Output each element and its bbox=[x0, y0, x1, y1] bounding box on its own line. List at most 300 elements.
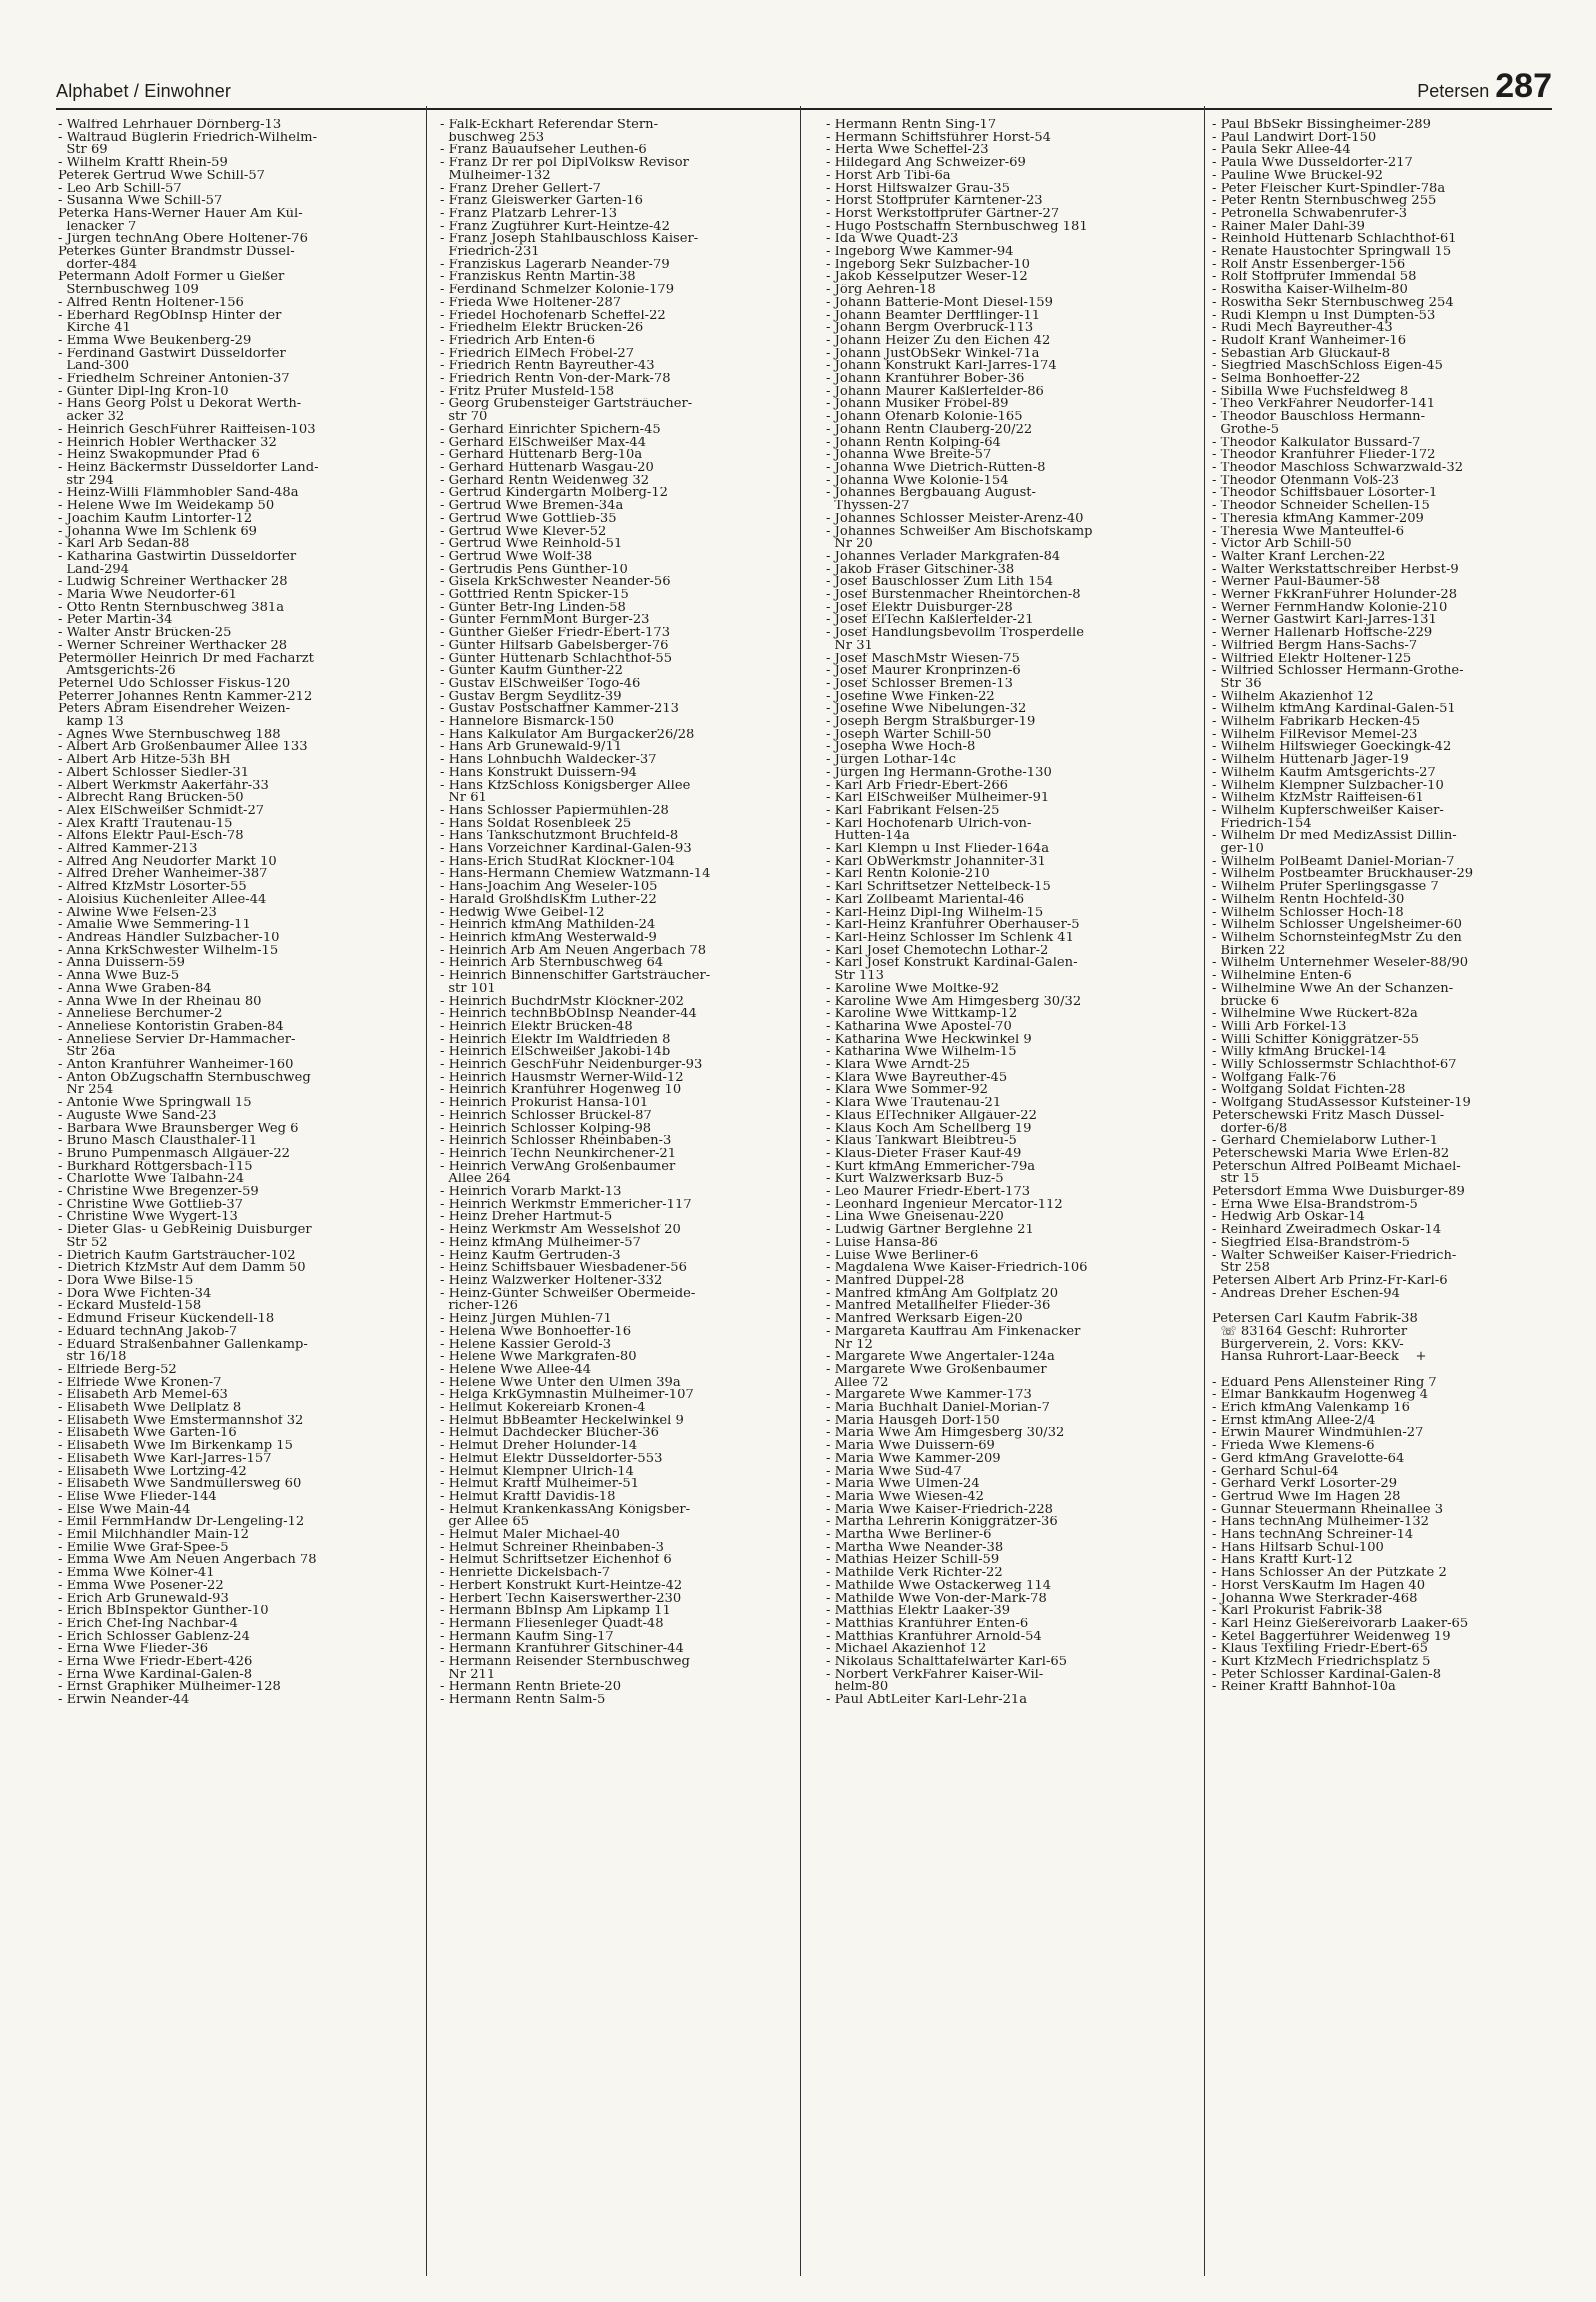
directory-entry: - Theresia Wwe Manteuffel-6 bbox=[1212, 525, 1405, 539]
directory-entry: - Paul AbtLeiter Karl-Lehr-21a bbox=[826, 1694, 1028, 1707]
directory-entry: - Johannes Bergbauang August- bbox=[826, 487, 1036, 501]
directory-entry: - Hans Kalkulator Am Burgacker26/28 bbox=[440, 728, 695, 742]
directory-entry: - Antonie Wwe Springwall 15 bbox=[58, 1097, 252, 1110]
directory-entry: - Franziskus Rentn Martin-38 bbox=[440, 271, 636, 285]
directory-entry: - Ernst kfmAng Allee-2/4 bbox=[1212, 1414, 1376, 1428]
directory-entry: - Wilhelm Rentn Hochfeld-30 bbox=[1212, 893, 1405, 907]
directory-entry: - Rudi Mech Bayreuther-43 bbox=[1212, 322, 1393, 335]
directory-entry: - Werner Paul-Bäumer-58 bbox=[1212, 576, 1381, 590]
directory-entry: - Friedrich Rentn Bayreuther-43 bbox=[440, 360, 655, 374]
directory-entry: - Maria Wwe Duissern-69 bbox=[826, 1440, 995, 1453]
directory-entry: - Ferdinand Gastwirt Düsseldorfer bbox=[58, 347, 286, 361]
directory-entry: - Maria Hausgeh Dorf-150 bbox=[826, 1414, 1000, 1428]
directory-entry: - Wilhelm Fabrikarb Hecken-45 bbox=[1212, 716, 1421, 729]
directory-entry: - Siegfried Elsa-Brandström-5 bbox=[1212, 1236, 1410, 1250]
directory-entry: - Walter Anstr Brücken-25 bbox=[58, 627, 232, 640]
directory-entry: - Anna KrkSchwester Wilhelm-15 bbox=[58, 944, 279, 958]
directory-entry: - Hans-Hermann Chemiew Watzmann-14 bbox=[440, 868, 711, 882]
directory-entry: - Katharina Wwe Heckwinkel 9 bbox=[826, 1033, 1032, 1047]
directory-entry: - Gustav Postschaffner Kammer-213 bbox=[440, 703, 680, 717]
directory-entry: - Horst VersKaufm Im Hagen 40 bbox=[1212, 1579, 1426, 1593]
directory-entry: - Johanna Wwe Dietrich-Rütten-8 bbox=[826, 461, 1046, 475]
directory-entry: - Hermann Rentn Salm-5 bbox=[440, 1694, 606, 1707]
directory-entry: - Josef Elektr Duisburger-28 bbox=[826, 601, 1013, 615]
directory-entry: - Herbert Techn Kaiserswerther-230 bbox=[440, 1592, 682, 1606]
directory-entry: - Karl-Heinz Kranführer Oberhauser-5 bbox=[826, 919, 1080, 932]
directory-entry: str 16/18 bbox=[58, 1351, 127, 1364]
directory-entry: - Eduard Pens Allensteiner Ring 7 bbox=[1212, 1376, 1437, 1390]
directory-entry: - Wolfgang Soldat Fichten-28 bbox=[1212, 1084, 1406, 1098]
directory-entry: - Helmut Kraftf Mülheimer-51 bbox=[440, 1478, 640, 1491]
directory-entry: - Walter Kranf Lerchen-22 bbox=[1212, 550, 1386, 564]
directory-entry: - Katharina Gastwirtin Düsseldorfer bbox=[58, 550, 297, 564]
directory-entry: - Werner Hallenarb Hoffsche-229 bbox=[1212, 627, 1433, 640]
directory-entry: - Peter Schlosser Kardinal-Galen-8 bbox=[1212, 1668, 1442, 1682]
directory-entry: - Franz Dr rer pol DiplVolksw Revisor bbox=[440, 157, 689, 170]
directory-entry: - Maria Wwe Kammer-209 bbox=[826, 1452, 1001, 1466]
directory-entry: - Karl Heinz Gießereivorarb Laaker-65 bbox=[1212, 1617, 1469, 1631]
directory-entry: - Dietrich Kaufm Gartsträucher-102 bbox=[58, 1249, 296, 1263]
directory-entry: - Emil FernmHandw Dr-Lengeling-12 bbox=[58, 1516, 305, 1530]
directory-entry: ger Allee 65 bbox=[440, 1516, 530, 1530]
directory-entry: - Josef Schlosser Bremen-13 bbox=[826, 677, 1013, 691]
directory-entry: - Ernst Graphiker Mülheimer-128 bbox=[58, 1681, 281, 1695]
directory-entry: - Joseph Wärter Schill-50 bbox=[826, 728, 992, 742]
directory-entry: - Johann Rentn Clauberg-20/22 bbox=[826, 423, 1033, 437]
directory-entry: - Petronella Schwabenrufer-3 bbox=[1212, 207, 1408, 221]
directory-entry: - Wilfried Schlosser Hermann-Grothe- bbox=[1212, 665, 1464, 678]
directory-entry: - Theresia kfmAng Kammer-209 bbox=[1212, 512, 1424, 526]
directory-entry: - Otto Rentn Sternbuschweg 381a bbox=[58, 601, 285, 615]
directory-entry: - Gerhard Chemielaborw Luther-1 bbox=[1212, 1135, 1439, 1148]
directory-entry: - Rolf Anstr Essenberger-156 bbox=[1212, 258, 1406, 272]
directory-entry: - Ingeborg Sekr Sulzbacher-10 bbox=[826, 258, 1031, 272]
directory-entry: - Manfred Metallhelfer Flieder-36 bbox=[826, 1300, 1051, 1314]
directory-entry: - Kurt Walzwerksarb Buz-5 bbox=[826, 1173, 1004, 1187]
directory-entry: - Josefine Wwe Nibelungen-32 bbox=[826, 703, 1027, 717]
directory-entry: - Heinz-Willi Flämmhobler Sand-48a bbox=[58, 487, 299, 501]
section-title: Alphabet / Einwohner bbox=[56, 81, 232, 101]
directory-entry: - Heinrich Schlosser Kolping-98 bbox=[440, 1122, 652, 1136]
directory-entry: - Hermann BbInsp Am Lipkamp 11 bbox=[440, 1605, 671, 1618]
directory-entry: - Katharina Wwe Wilhelm-15 bbox=[826, 1046, 1017, 1060]
directory-entry: - Luise Wwe Berliner-6 bbox=[826, 1249, 979, 1263]
directory-entry: - Hans Soldat Rosenbleek 25 bbox=[440, 817, 632, 831]
directory-entry: Allee 72 bbox=[826, 1376, 889, 1390]
directory-entry: - Heinrich Hobler Werthacker 32 bbox=[58, 436, 277, 450]
directory-entry: - Frieda Wwe Klemens-6 bbox=[1212, 1440, 1375, 1453]
directory-entry: Str 69 bbox=[58, 144, 108, 158]
directory-entry: - Wilhelm Postbeamter Brückhauser-29 bbox=[1212, 868, 1474, 882]
directory-entry: - Karl-Heinz Schlosser Im Schlenk 41 bbox=[826, 932, 1074, 945]
directory-entry: - Karl Hochofenarb Ulrich-von- bbox=[826, 817, 1032, 831]
directory-entry: - Heinrich BuchdrMstr Klöckner-202 bbox=[440, 995, 684, 1009]
directory-entry: - Martha Wwe Neander-38 bbox=[826, 1541, 1004, 1555]
directory-entry: - Elmar Bankkaufm Hogenweg 4 bbox=[1212, 1389, 1429, 1403]
directory-entry: Peterka Hans-Werner Hauer Am Kül- bbox=[58, 207, 303, 221]
directory-entry: Str 52 bbox=[58, 1236, 108, 1250]
directory-entry: - Hans Schlosser An der Pützkate 2 bbox=[1212, 1567, 1447, 1580]
directory-entry: - Karl Arb Sedan-88 bbox=[58, 538, 190, 551]
directory-entry: - Eberhard RegObInsp Hinter der bbox=[58, 309, 282, 323]
page-number: 287 bbox=[1495, 67, 1552, 105]
directory-entry: - Karl Prokurist Fabrik-38 bbox=[1212, 1605, 1383, 1618]
directory-entry: - Sibilla Wwe Fuchsfeldweg 8 bbox=[1212, 385, 1409, 399]
directory-entry: Str 113 bbox=[826, 970, 884, 983]
directory-entry: - Horst Hilfswalzer Grau-35 bbox=[826, 182, 1010, 196]
directory-entry: - Heinrich Hausmstr Werner-Wild-12 bbox=[440, 1071, 684, 1085]
directory-entry: - Wilhelm Schlosser Hoch-18 bbox=[1212, 906, 1404, 920]
directory-entry: richer-126 bbox=[440, 1300, 518, 1314]
directory-entry: - Erich Schlosser Gablenz-24 bbox=[58, 1630, 250, 1644]
directory-entry: - Helmut Klempner Ulrich-14 bbox=[440, 1465, 634, 1479]
directory-entry: - Renate Haustochter Springwall 15 bbox=[1212, 246, 1452, 259]
directory-entry: - Johannes Schlosser Meister-Arenz-40 bbox=[826, 512, 1084, 526]
directory-entry: - Helmut Elektr Düsseldorfer-553 bbox=[440, 1452, 663, 1466]
directory-entry: - Josef Bürstenmacher Rheintörchen-8 bbox=[826, 589, 1081, 602]
directory-entry: - Roswitha Sekr Sternbuschweg 254 bbox=[1212, 296, 1454, 310]
directory-entry: - Ludwig Schreiner Werthacker 28 bbox=[58, 576, 288, 590]
directory-entry: - Ketel Baggerführer Weidenweg 19 bbox=[1212, 1630, 1451, 1644]
directory-entry: - Alex Kraftf Trautenau-15 bbox=[58, 817, 233, 831]
directory-entry: - Fritz Prüfer Musfeld-158 bbox=[440, 385, 615, 399]
directory-entry: - Manfred Werksarb Eigen-20 bbox=[826, 1313, 1023, 1326]
directory-entry: - Wilhelm Hüttenarb Jäger-19 bbox=[1212, 754, 1409, 767]
directory-entry: Thyssen-27 bbox=[826, 500, 910, 513]
directory-entry: - Johannes Verlader Markgrafen-84 bbox=[826, 550, 1061, 564]
directory-entry: - Hans KfzSchloss Königsberger Allee bbox=[440, 779, 691, 793]
directory-entry: - Gertrud Wwe Klever-52 bbox=[440, 525, 607, 539]
directory-entry: - Manfred kfmAng Am Golfplatz 20 bbox=[826, 1287, 1059, 1301]
directory-entry: - Theodor Schneider Schellen-15 bbox=[1212, 500, 1430, 513]
directory-entry: Birken 22 bbox=[1212, 944, 1286, 958]
directory-entry: - Hans Vorzeichner Kardinal-Galen-93 bbox=[440, 843, 692, 856]
directory-entry: - Johanna Wwe Sterkrader-468 bbox=[1212, 1592, 1418, 1606]
directory-entry: - Kurt kfmAng Emmericher-79a bbox=[826, 1160, 1036, 1174]
directory-entry: - Helmut Kraftf Davidis-18 bbox=[440, 1490, 616, 1504]
directory-entry: - Willi Schiffer Königgrätzer-55 bbox=[1212, 1033, 1420, 1047]
directory-entry: - Hermann Rentn Sing-17 bbox=[826, 119, 997, 132]
directory-entry: - Elisabeth Wwe Karl-Jarres-157 bbox=[58, 1452, 272, 1466]
directory-entry: - Gisela KrkSchwester Neander-56 bbox=[440, 576, 671, 590]
directory-entry: - Waltraud Büglerin Friedrich-Wilhelm- bbox=[58, 131, 318, 145]
directory-entry: - Gertrudis Pens Günther-10 bbox=[440, 563, 628, 577]
directory-entry: Friedrich-154 bbox=[1212, 817, 1312, 831]
directory-entry: - Herta Wwe Scheffel-23 bbox=[826, 144, 989, 158]
directory-entry: - Helene Wwe Allee-44 bbox=[440, 1363, 592, 1377]
directory-entry: Hutten-14a bbox=[826, 830, 910, 844]
directory-entry: - Elfriede Berg-52 bbox=[58, 1363, 177, 1377]
directory-entry: - Johann Bergm Overbruck-113 bbox=[826, 322, 1034, 335]
directory-entry: - Wolfgang Falk-76 bbox=[1212, 1071, 1337, 1085]
directory-entry: - Anneliese Berchumer-2 bbox=[58, 1008, 223, 1021]
directory-entry: - Mathilde Wwe Ostackerweg 114 bbox=[826, 1579, 1052, 1593]
directory-entry: - Klaus Koch Am Schellberg 19 bbox=[826, 1122, 1032, 1136]
directory-entry: - Helmut KrankenkassAng Königsber- bbox=[440, 1503, 691, 1517]
directory-entry: - Heinrich Arb Am Neuen Angerbach 78 bbox=[440, 944, 707, 958]
directory-entry: - Rudi Klempn u Inst Dümpten-53 bbox=[1212, 309, 1436, 323]
directory-entry: - Heinrich Schlosser Rheinbaben-3 bbox=[440, 1135, 672, 1148]
directory-entry: Land-300 bbox=[58, 360, 130, 374]
directory-entry: - Hans-Erich StudRat Klöckner-104 bbox=[440, 855, 675, 869]
directory-entry: str 70 bbox=[440, 411, 488, 424]
directory-entry: - Falk-Eckhart Referendar Stern- bbox=[440, 119, 659, 132]
directory-entry: Grothe-5 bbox=[1212, 423, 1280, 437]
directory-entry: - Kurt KfzMech Friedrichsplatz 5 bbox=[1212, 1656, 1431, 1669]
directory-entry: - Georg Grubensteiger Gartsträucher- bbox=[440, 398, 693, 412]
directory-entry: - Helga KrkGymnastin Mülheimer-107 bbox=[440, 1389, 694, 1403]
directory-entry: - Helena Wwe Bonhoeffer-16 bbox=[440, 1325, 632, 1339]
directory-entry: Bürgerverein, 2. Vors: KKV- bbox=[1212, 1338, 1404, 1352]
directory-entry: Nr 20 bbox=[826, 538, 873, 551]
directory-entry: - Heinrich Prokurist Hansa-101 bbox=[440, 1097, 649, 1110]
directory-entry: - Josefine Wwe Finken-22 bbox=[826, 690, 995, 704]
directory-entry: - Johann Batterie-Mont Diesel-159 bbox=[826, 296, 1053, 310]
directory-entry: - Heinz Bäckermstr Düsseldorfer Land- bbox=[58, 461, 319, 475]
directory-entry: - Gunnar Steuermann Rheinallee 3 bbox=[1212, 1503, 1444, 1517]
directory-entry: - Wilhelm FilRevisor Memel-23 bbox=[1212, 728, 1418, 742]
directory-entry: - Wilhelmine Wwe An der Schanzen- bbox=[1212, 982, 1454, 996]
directory-entry: Nr 254 bbox=[58, 1084, 114, 1098]
directory-entry: - Heinz Swakopmunder Pfad 6 bbox=[58, 449, 260, 462]
directory-entry: - Klara Wwe Trautenau-21 bbox=[826, 1097, 1002, 1110]
directory-entry: Petermöller Heinrich Dr med Facharzt bbox=[58, 652, 314, 666]
directory-entry: - Heinrich Vorarb Markt-13 bbox=[440, 1186, 622, 1199]
directory-entry: - Aloisius Küchenleiter Allee-44 bbox=[58, 893, 267, 907]
directory-entry: - Jakob Fräser Gitschiner-38 bbox=[826, 563, 1015, 577]
directory-entry: - Edmund Friseur Kückendell-18 bbox=[58, 1313, 275, 1326]
directory-entry: - Maria Wwe Süd-47 bbox=[826, 1465, 962, 1479]
directory-entry: Kirche 41 bbox=[58, 322, 131, 335]
directory-entry: - Günter Betr-Ing Linden-58 bbox=[440, 601, 626, 615]
directory-entry: - Jürgen Ing Hermann-Grothe-130 bbox=[826, 766, 1052, 780]
directory-entry: - Katharina Wwe Apostel-70 bbox=[826, 1020, 1012, 1034]
directory-entry: - Heinz Werkmstr Am Wesselshof 20 bbox=[440, 1224, 681, 1237]
directory-entry: - Ferdinand Schmelzer Kolonie-179 bbox=[440, 284, 675, 297]
directory-entry: - Hans Lohnbuchh Waldecker-37 bbox=[440, 754, 657, 767]
directory-entry: helm-80 bbox=[826, 1681, 889, 1695]
directory-entry: - Andreas Händler Sulzbacher-10 bbox=[58, 932, 280, 945]
directory-entry: - Wilhelmine Wwe Rückert-82a bbox=[1212, 1008, 1418, 1021]
directory-entry: - Johann Heizer Zu den Eichen 42 bbox=[826, 334, 1051, 348]
directory-entry: - Albrecht Rang Brücken-50 bbox=[58, 792, 244, 805]
directory-entry: - Gerhard ElSchweißer Max-44 bbox=[440, 436, 647, 450]
directory-entry: - Henriette Dickelsbach-7 bbox=[440, 1567, 611, 1580]
directory-entry: - Hans technAng Mülheimer-132 bbox=[1212, 1516, 1430, 1530]
directory-entry: - Alfred Rentn Holtener-156 bbox=[58, 296, 244, 310]
directory-entry: - Bruno Pumpenmasch Allgäuer-22 bbox=[58, 1147, 291, 1161]
directory-entry: - Dietrich KfzMstr Auf dem Damm 50 bbox=[58, 1262, 306, 1275]
directory-entry: str 294 bbox=[58, 474, 114, 488]
directory-entry: - Else Wwe Main-44 bbox=[58, 1503, 191, 1517]
directory-entry: - Wilhelm Dr med MedizAssist Dillin- bbox=[1212, 830, 1457, 844]
directory-entry: - Heinrich Elektr Im Waldfrieden 8 bbox=[440, 1033, 671, 1047]
directory-entry: - Walter Schweißer Kaiser-Friedrich- bbox=[1212, 1249, 1457, 1263]
directory-entry: - Pauline Wwe Brückel-92 bbox=[1212, 169, 1383, 183]
directory-entry: - Günter Kaufm Günther-22 bbox=[440, 665, 623, 678]
directory-entry: - Gustav Bergm Seydlitz-39 bbox=[440, 690, 622, 704]
directory-entry: - Gerhard Einrichter Spichern-45 bbox=[440, 423, 661, 437]
directory-entry: - Victor Arb Schill-50 bbox=[1212, 538, 1352, 551]
directory-entry: - Willy kfmAng Brückel-14 bbox=[1212, 1046, 1387, 1060]
directory-entry: - Dora Wwe Bilse-15 bbox=[58, 1274, 194, 1288]
directory-entry: - Maria Buchhalt Daniel-Morian-7 bbox=[826, 1402, 1050, 1415]
directory-entry: - Helene Wwe Im Weidekamp 50 bbox=[58, 500, 275, 513]
directory-entry: - Günter FernmMont Bürger-23 bbox=[440, 614, 650, 628]
directory-entry: - Gerhard Schul-64 bbox=[1212, 1465, 1339, 1479]
directory-entry: Peterschewski Fritz Masch Düssel- bbox=[1212, 1109, 1445, 1123]
column-divider bbox=[800, 106, 801, 2276]
directory-entry: - Eckard Musfeld-158 bbox=[58, 1300, 202, 1314]
directory-entry: - Auguste Wwe Sand-23 bbox=[58, 1109, 217, 1123]
directory-entry: - Theodor Ofenmann Voß-23 bbox=[1212, 474, 1400, 488]
directory-entry: - Franz Dreher Gellert-7 bbox=[440, 182, 601, 196]
directory-entry: - Heinz Kaufm Gertruden-3 bbox=[440, 1249, 621, 1263]
directory-entry: - Heinrich Arb Sternbuschweg 64 bbox=[440, 957, 664, 971]
directory-entry: - Hans-Joachim Ang Weseler-105 bbox=[440, 881, 658, 894]
directory-entry: - Wilhelmine Enten-6 bbox=[1212, 970, 1352, 983]
directory-entry: kamp 13 bbox=[58, 716, 124, 729]
directory-entry: - Klaus-Dieter Fräser Kauf-49 bbox=[826, 1147, 1022, 1161]
directory-entry: - Gertrud Wwe Gottlieb-35 bbox=[440, 512, 617, 526]
directory-entry: - Alfred Dreher Wanheimer-387 bbox=[58, 868, 268, 882]
directory-entry: Mülheimer-132 bbox=[440, 169, 551, 183]
directory-entry: - Anton Kranführer Wanheimer-160 bbox=[58, 1059, 294, 1072]
directory-entry: Amtsgerichts-26 bbox=[58, 665, 176, 678]
directory-entry: - Gertrud Kindergärtn Molberg-12 bbox=[440, 487, 668, 501]
directory-entry: - Hugo Postschaffn Sternbuschweg 181 bbox=[826, 220, 1088, 234]
directory-entry: str 15 bbox=[1212, 1173, 1260, 1187]
directory-entry: Allee 264 bbox=[440, 1173, 511, 1187]
directory-entry: - Josepha Wwe Hoch-8 bbox=[826, 741, 976, 755]
directory-entry: - Harald GroßhdlsKfm Luther-22 bbox=[440, 893, 657, 907]
directory-entry: - Erich BbInspektor Günther-10 bbox=[58, 1605, 269, 1618]
directory-entry: - Heinrich VerwAng Großenbaumer bbox=[440, 1160, 676, 1174]
directory-entry: - Alfred Kammer-213 bbox=[58, 843, 198, 856]
directory-entry: - Elisabeth Wwe Garten-16 bbox=[58, 1427, 237, 1441]
directory-entry: - Wilhelm Akazienhof 12 bbox=[1212, 690, 1374, 704]
directory-entry: - Anna Wwe In der Rheinau 80 bbox=[58, 995, 262, 1009]
directory-entry: - Anneliese Servier Dr-Hammacher- bbox=[58, 1033, 296, 1047]
directory-entry: - Wilhelm KfzMstr Raiffeisen-61 bbox=[1212, 792, 1424, 805]
directory-entry: Petermann Adolf Former u Gießer bbox=[58, 271, 285, 285]
directory-entry: - Werner FkKranFührer Holunder-28 bbox=[1212, 589, 1458, 602]
directory-entry: - Walfred Lehrhauer Dörnberg-13 bbox=[58, 119, 282, 132]
directory-entry: - Peter Fleischer Kurt-Spindler-78a bbox=[1212, 182, 1446, 196]
directory-entry: - Erich kfmAng Valenkamp 16 bbox=[1212, 1402, 1410, 1415]
directory-entry: - Barbara Wwe Braunsberger Weg 6 bbox=[58, 1122, 299, 1136]
directory-entry: - Nikolaus Schalttafelwärter Karl-65 bbox=[826, 1656, 1068, 1669]
directory-entry: - Selma Bonhoeffer-22 bbox=[1212, 373, 1361, 386]
directory-entry: - Erna Wwe Friedr-Ebert-426 bbox=[58, 1656, 253, 1669]
directory-entry: - Wilfried Bergm Hans-Sachs-7 bbox=[1212, 639, 1418, 653]
directory-entry: Str 26a bbox=[58, 1046, 116, 1060]
directory-entry: - Heinz-Günter Schweißer Obermeide- bbox=[440, 1287, 696, 1301]
directory-entry: - Heinrich Schlosser Brückel-87 bbox=[440, 1109, 652, 1123]
directory-entry: - Elisabeth Wwe Lortzing-42 bbox=[58, 1465, 247, 1479]
directory-entry: - Siegfried MaschSchloss Eigen-45 bbox=[1212, 360, 1443, 374]
directory-entry: - Paula Sekr Allee-44 bbox=[1212, 144, 1351, 158]
directory-entry: Peters Abram Eisendreher Weizen- bbox=[58, 703, 291, 717]
directory-entry: - Paul Landwirt Dorf-150 bbox=[1212, 131, 1377, 145]
directory-entry: - Emil Milchhändler Main-12 bbox=[58, 1529, 249, 1542]
directory-entry: - Johanna Wwe Kolonie-154 bbox=[826, 474, 1009, 488]
directory-entry: - Karoline Wwe Moltke-92 bbox=[826, 982, 1000, 996]
directory-entry: - Magdalena Wwe Kaiser-Friedrich-106 bbox=[826, 1262, 1088, 1275]
directory-entry: - Klaus Textiling Friedr-Ebert-65 bbox=[1212, 1643, 1428, 1657]
directory-entry: - Johann Konstrukt Karl-Jarres-174 bbox=[826, 360, 1057, 374]
directory-entry: Nr 31 bbox=[826, 639, 873, 653]
directory-entry: - Johann JustObSekr Winkel-71a bbox=[826, 347, 1040, 361]
directory-entry: - Karoline Wwe Wittkamp-12 bbox=[826, 1008, 1018, 1021]
header-rule bbox=[56, 108, 1552, 110]
directory-entry: - Wilhelm Unternehmer Weseler-88/90 bbox=[1212, 957, 1469, 971]
directory-entry: - Theodor Kalkulator Bussard-7 bbox=[1212, 436, 1421, 450]
directory-entry: - Karl Arb Friedr-Ebert-266 bbox=[826, 779, 1009, 793]
directory-entry: - Heinrich Techn Neunkirchener-21 bbox=[440, 1147, 677, 1161]
directory-entry: - Lina Wwe Gneisenau-220 bbox=[826, 1211, 1004, 1225]
directory-entry: - Werner FernmHandw Kolonie-210 bbox=[1212, 601, 1448, 615]
directory-entry: - Maria Wwe Wiesen-42 bbox=[826, 1490, 984, 1504]
directory-column-3 bbox=[826, 119, 1181, 2269]
directory-entry: - Mathilde Wwe Von-der-Mark-78 bbox=[826, 1592, 1047, 1606]
directory-entry: - Karoline Wwe Am Himgesberg 30/32 bbox=[826, 995, 1082, 1009]
directory-entry: - Theodor Bauschloss Hermann- bbox=[1212, 411, 1426, 424]
directory-entry: - Günter Hüttenarb Schlachthof-55 bbox=[440, 652, 673, 666]
directory-entry: Nr 61 bbox=[440, 792, 487, 805]
directory-entry: Petersdorf Emma Wwe Duisburger-89 bbox=[1212, 1186, 1465, 1199]
directory-entry: - Helmut Schriftsetzer Eichenhof 6 bbox=[440, 1554, 672, 1568]
directory-entry: - Johann Maurer Kaßlerfelder-86 bbox=[826, 385, 1044, 399]
directory-entry: - Andreas Dreher Eschen-94 bbox=[1212, 1287, 1400, 1301]
directory-entry: - Wilhelm Klempner Sulzbacher-10 bbox=[1212, 779, 1444, 793]
directory-entry: - Heinrich GeschFührer Raiffeisen-103 bbox=[58, 423, 316, 437]
directory-entry: - Hellmut Kokereiarb Kronen-4 bbox=[440, 1402, 646, 1415]
directory-entry: - Helmut Dreher Holunder-14 bbox=[440, 1440, 638, 1453]
directory-entry: - Alex ElSchweißer Schmidt-27 bbox=[58, 804, 265, 818]
directory-entry: - Hans Georg Polst u Dekorat Werth- bbox=[58, 398, 302, 412]
directory-entry: Sternbuschweg 109 bbox=[58, 284, 199, 297]
directory-entry: - Franz Gleiswerker Garten-16 bbox=[440, 195, 643, 208]
directory-entry: - Klaus Tankwart Bleibtreu-5 bbox=[826, 1135, 1017, 1148]
directory-entry: - Emma Wwe Beukenberg-29 bbox=[58, 334, 252, 348]
directory-column-1 bbox=[58, 119, 413, 2269]
directory-entry: Land-294 bbox=[58, 563, 130, 577]
directory-entry: - Gottfried Rentn Spicker-15 bbox=[440, 589, 629, 602]
directory-entry: str 101 bbox=[440, 982, 496, 996]
directory-entry: - Franziskus Lagerarb Neander-79 bbox=[440, 258, 670, 272]
directory-entry: - Hedwig Wwe Geibel-12 bbox=[440, 906, 605, 920]
directory-entry: - Erwin Maurer Windmühlen-27 bbox=[1212, 1427, 1424, 1441]
directory-entry: buschweg 253 bbox=[440, 131, 545, 145]
directory-entry: - Klara Wwe Sommer-92 bbox=[826, 1084, 988, 1098]
directory-entry: - Heinrich Elektr Brücken-48 bbox=[440, 1020, 633, 1034]
directory-entry: - Ida Wwe Quadt-23 bbox=[826, 233, 959, 247]
directory-entry: - Herbert Konstrukt Kurt-Heintze-42 bbox=[440, 1579, 683, 1593]
page-header bbox=[56, 60, 1552, 110]
directory-entry: - Theodor Kranführer Flieder-172 bbox=[1212, 449, 1436, 462]
directory-entry: - Luise Hansa-86 bbox=[826, 1236, 938, 1250]
directory-entry: - Günther Gießer Friedr-Ebert-173 bbox=[440, 627, 671, 640]
directory-entry: - Horst Arb Tibi-6a bbox=[826, 169, 951, 183]
directory-entry: - Gertrud Wwe Reinhold-51 bbox=[440, 538, 623, 551]
directory-entry: - Joseph Bergm Straßburger-19 bbox=[826, 716, 1036, 729]
directory-entry: - Elisabeth Wwe Sandmüllersweg 60 bbox=[58, 1478, 302, 1491]
directory-entry: dorfer-6/8 bbox=[1212, 1122, 1288, 1136]
directory-entry: - Peter Rentn Sternbuschweg 255 bbox=[1212, 195, 1437, 208]
directory-entry: - Johann Rentn Kolping-64 bbox=[826, 436, 1001, 450]
directory-entry: - Leonhard Ingenieur Mercator-112 bbox=[826, 1198, 1063, 1212]
